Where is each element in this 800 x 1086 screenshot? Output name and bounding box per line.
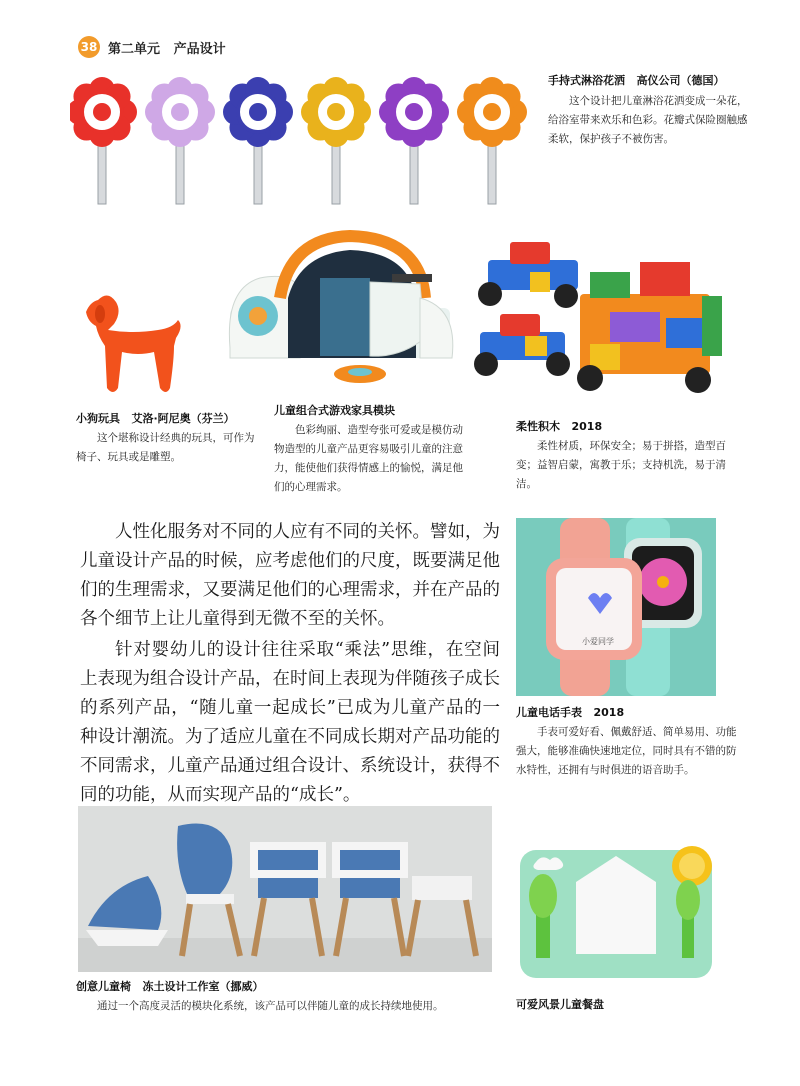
flower-shower-head — [379, 77, 449, 204]
plate-caption-title: 可爱风景儿童餐盘 — [516, 998, 604, 1011]
dog-caption-body: 这个堪称设计经典的玩具，可作为椅子、玩具或是雕塑。 — [76, 432, 255, 463]
article-paragraph-1: 人性化服务对不同的人应有不同的关怀。譬如，为儿童设计产品的时候，应考虑他们的尺度，既要满足他们的生理需求，又要满足他们的心理需求，并在产品的各个细节上让儿童得到无微不至的关怀。 — [80, 522, 500, 629]
dog-caption-title: 小狗玩具 艾洛·阿尼奥（芬兰） — [76, 412, 235, 425]
phone-watch-image — [516, 518, 716, 696]
watch-screen-text: 小爱同学 — [582, 637, 614, 646]
chair-caption-title: 创意儿童椅 冻土设计工作室（挪威） — [76, 980, 264, 993]
kids-chair-image — [78, 806, 492, 972]
chapter-title: 第二单元 产品设计 — [108, 42, 226, 57]
watch-caption-body: 手表可爱好看、佩戴舒适、简单易用、功能强大，能够准确快速地定位，同时具有不错的防水特性，还拥有与时俱进的语音助手。 — [516, 726, 737, 776]
furniture-caption-title: 儿童组合式游戏家具模块 — [274, 404, 395, 417]
flower-shower-head — [70, 77, 137, 204]
shower-caption-title: 手持式淋浴花洒 高仪公司（德国） — [548, 74, 725, 87]
article-body — [80, 518, 500, 810]
chair-caption-body: 通过一个高度灵活的模块化系统，该产品可以伴随儿童的成长持续地使用。 — [97, 1000, 444, 1012]
shower-caption-body: 这个设计把儿童淋浴花洒变成一朵花，给浴室带来欢乐和色彩。花瓣式保险圈触感柔软，保护孩子不被伤害。 — [548, 95, 748, 145]
page-number: 38 — [78, 36, 100, 58]
furniture-caption-body: 色彩绚丽、造型夸张可爱或是模仿动物造型的儿童产品更容易吸引儿童的注意力，能使他们获得情感上的愉悦，满足他们的心理需求。 — [274, 424, 463, 493]
article-paragraph-2: 针对婴幼儿的设计往往采取“乘法”思维，在空间上表现为组合设计产品，在时间上表现为伴随孩子成长的系列产品，“随儿童一起成长”已成为儿童产品的一种设计潮流。为了适应儿童在不同成长期对产品功能的不同需求，儿童产品通过组合设计、系统设计，获得不同的功能，从而实现产品的“成长”。 — [80, 640, 500, 805]
building-blocks-image — [470, 232, 730, 402]
flower-shower-head — [223, 77, 293, 204]
flower-shower-head — [145, 77, 215, 204]
blocks-caption-title: 柔性积木 2018 — [516, 420, 603, 433]
play-furniture-image — [220, 228, 460, 388]
flower-shower-head — [301, 77, 371, 204]
kids-plate-image — [516, 842, 716, 982]
dog-toy-image — [78, 290, 190, 400]
watch-caption-title: 儿童电话手表 2018 — [516, 706, 625, 719]
shower-heads-image — [70, 70, 530, 210]
blocks-caption-body: 柔性材质，环保安全；易于拼搭，造型百变；益智启蒙，寓教于乐；支持机洗，易于清洁。 — [516, 440, 726, 490]
flower-shower-head — [457, 77, 527, 204]
